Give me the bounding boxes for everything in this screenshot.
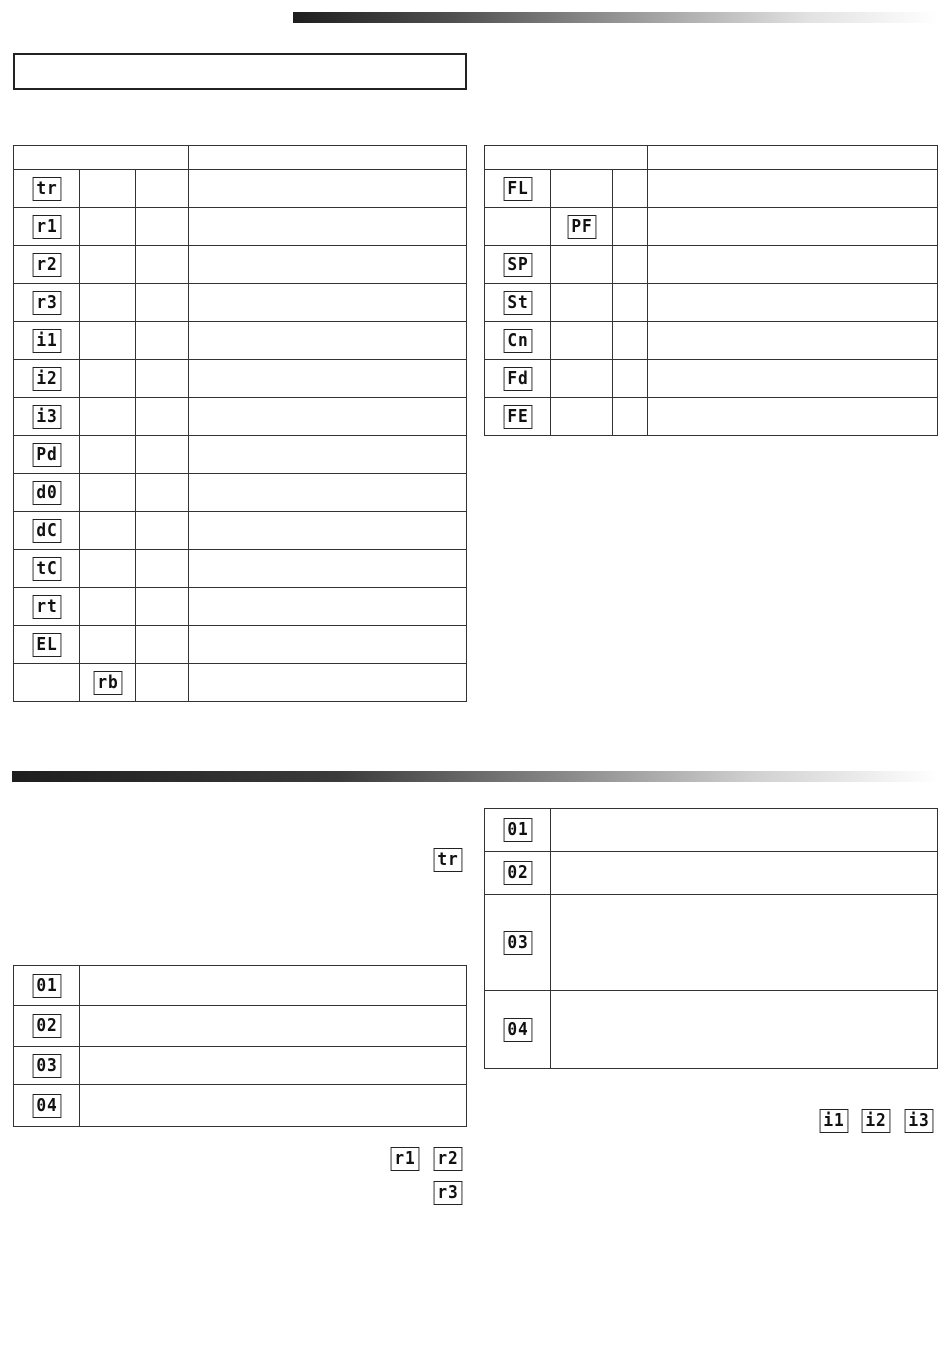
parameter-row (485, 398, 938, 436)
lcd-code-d0: d0 (32, 481, 61, 505)
lcd-code-opt-01: 01 (503, 818, 532, 842)
option-row (485, 895, 938, 991)
lcd-code-dc: dC (32, 519, 61, 543)
parameter-row (485, 246, 938, 284)
option-row (14, 1047, 467, 1085)
lcd-code-tr: tr (32, 177, 61, 201)
lcd-code-opt-03: 03 (32, 1054, 61, 1078)
parameter-row (485, 322, 938, 360)
lcd-code-opt-04: 04 (32, 1094, 61, 1118)
parameter-row (14, 626, 467, 664)
parameter-row (14, 550, 467, 588)
lcd-code-r3: r3 (32, 291, 61, 315)
lcd-code-i3: i3 (32, 405, 61, 429)
lcd-code-fe: FE (503, 405, 532, 429)
table-header-row (485, 146, 938, 170)
parameter-table-right (484, 145, 938, 436)
lcd-code-i2: i2 (32, 367, 61, 391)
parameter-row (485, 360, 938, 398)
parameter-row (485, 208, 938, 246)
lcd-code-st: St (503, 291, 532, 315)
lcd-code-opt-02: 02 (503, 861, 532, 885)
option-row (485, 991, 938, 1069)
lcd-code-r2: r2 (434, 1147, 463, 1171)
parameter-row (14, 436, 467, 474)
lcd-code-sp: SP (503, 253, 532, 277)
parameter-row (485, 284, 938, 322)
lcd-code-opt-01: 01 (32, 974, 61, 998)
parameter-table-left (13, 145, 467, 702)
parameter-row (14, 322, 467, 360)
lcd-code-r2: r2 (32, 253, 61, 277)
parameter-row (14, 246, 467, 284)
parameter-row (485, 170, 938, 208)
parameter-row (14, 664, 467, 702)
lcd-code-r1: r1 (391, 1147, 420, 1171)
parameter-row (14, 170, 467, 208)
lcd-code-fl: FL (503, 177, 532, 201)
parameter-row (14, 588, 467, 626)
lcd-code-r1: r1 (32, 215, 61, 239)
option-row (14, 966, 467, 1006)
option-row (485, 809, 938, 852)
lcd-code-i3: i3 (905, 1109, 934, 1133)
lcd-code-rb: rb (93, 671, 122, 695)
lcd-code-i1: i1 (820, 1109, 849, 1133)
section-gradient-bar (12, 771, 938, 782)
lcd-code-tc: tC (32, 557, 61, 581)
option-row (14, 1085, 467, 1127)
lcd-code-r3: r3 (434, 1181, 463, 1205)
header-gradient-bar (293, 12, 938, 23)
lcd-code-pf: PF (567, 215, 596, 239)
lcd-code-i1: i1 (32, 329, 61, 353)
parameter-row (14, 208, 467, 246)
lcd-code-opt-03: 03 (503, 931, 532, 955)
lcd-code-opt-04: 04 (503, 1018, 532, 1042)
lcd-code-cn: Cn (503, 329, 532, 353)
lcd-code-opt-02: 02 (32, 1014, 61, 1038)
option-table-right (484, 808, 938, 1069)
parameter-row (14, 474, 467, 512)
lcd-code-i2: i2 (862, 1109, 891, 1133)
lcd-code-tr: tr (434, 848, 463, 872)
parameter-row (14, 360, 467, 398)
lcd-code-pd: Pd (32, 443, 61, 467)
option-table-left (13, 965, 467, 1127)
lcd-code-rt: rt (32, 595, 61, 619)
parameter-row (14, 398, 467, 436)
section-title-box (13, 53, 467, 90)
lcd-code-el: EL (32, 633, 61, 657)
option-row (485, 852, 938, 895)
lcd-code-fd: Fd (503, 367, 532, 391)
parameter-row (14, 512, 467, 550)
parameter-row (14, 284, 467, 322)
option-row (14, 1006, 467, 1047)
table-header-row (14, 146, 467, 170)
